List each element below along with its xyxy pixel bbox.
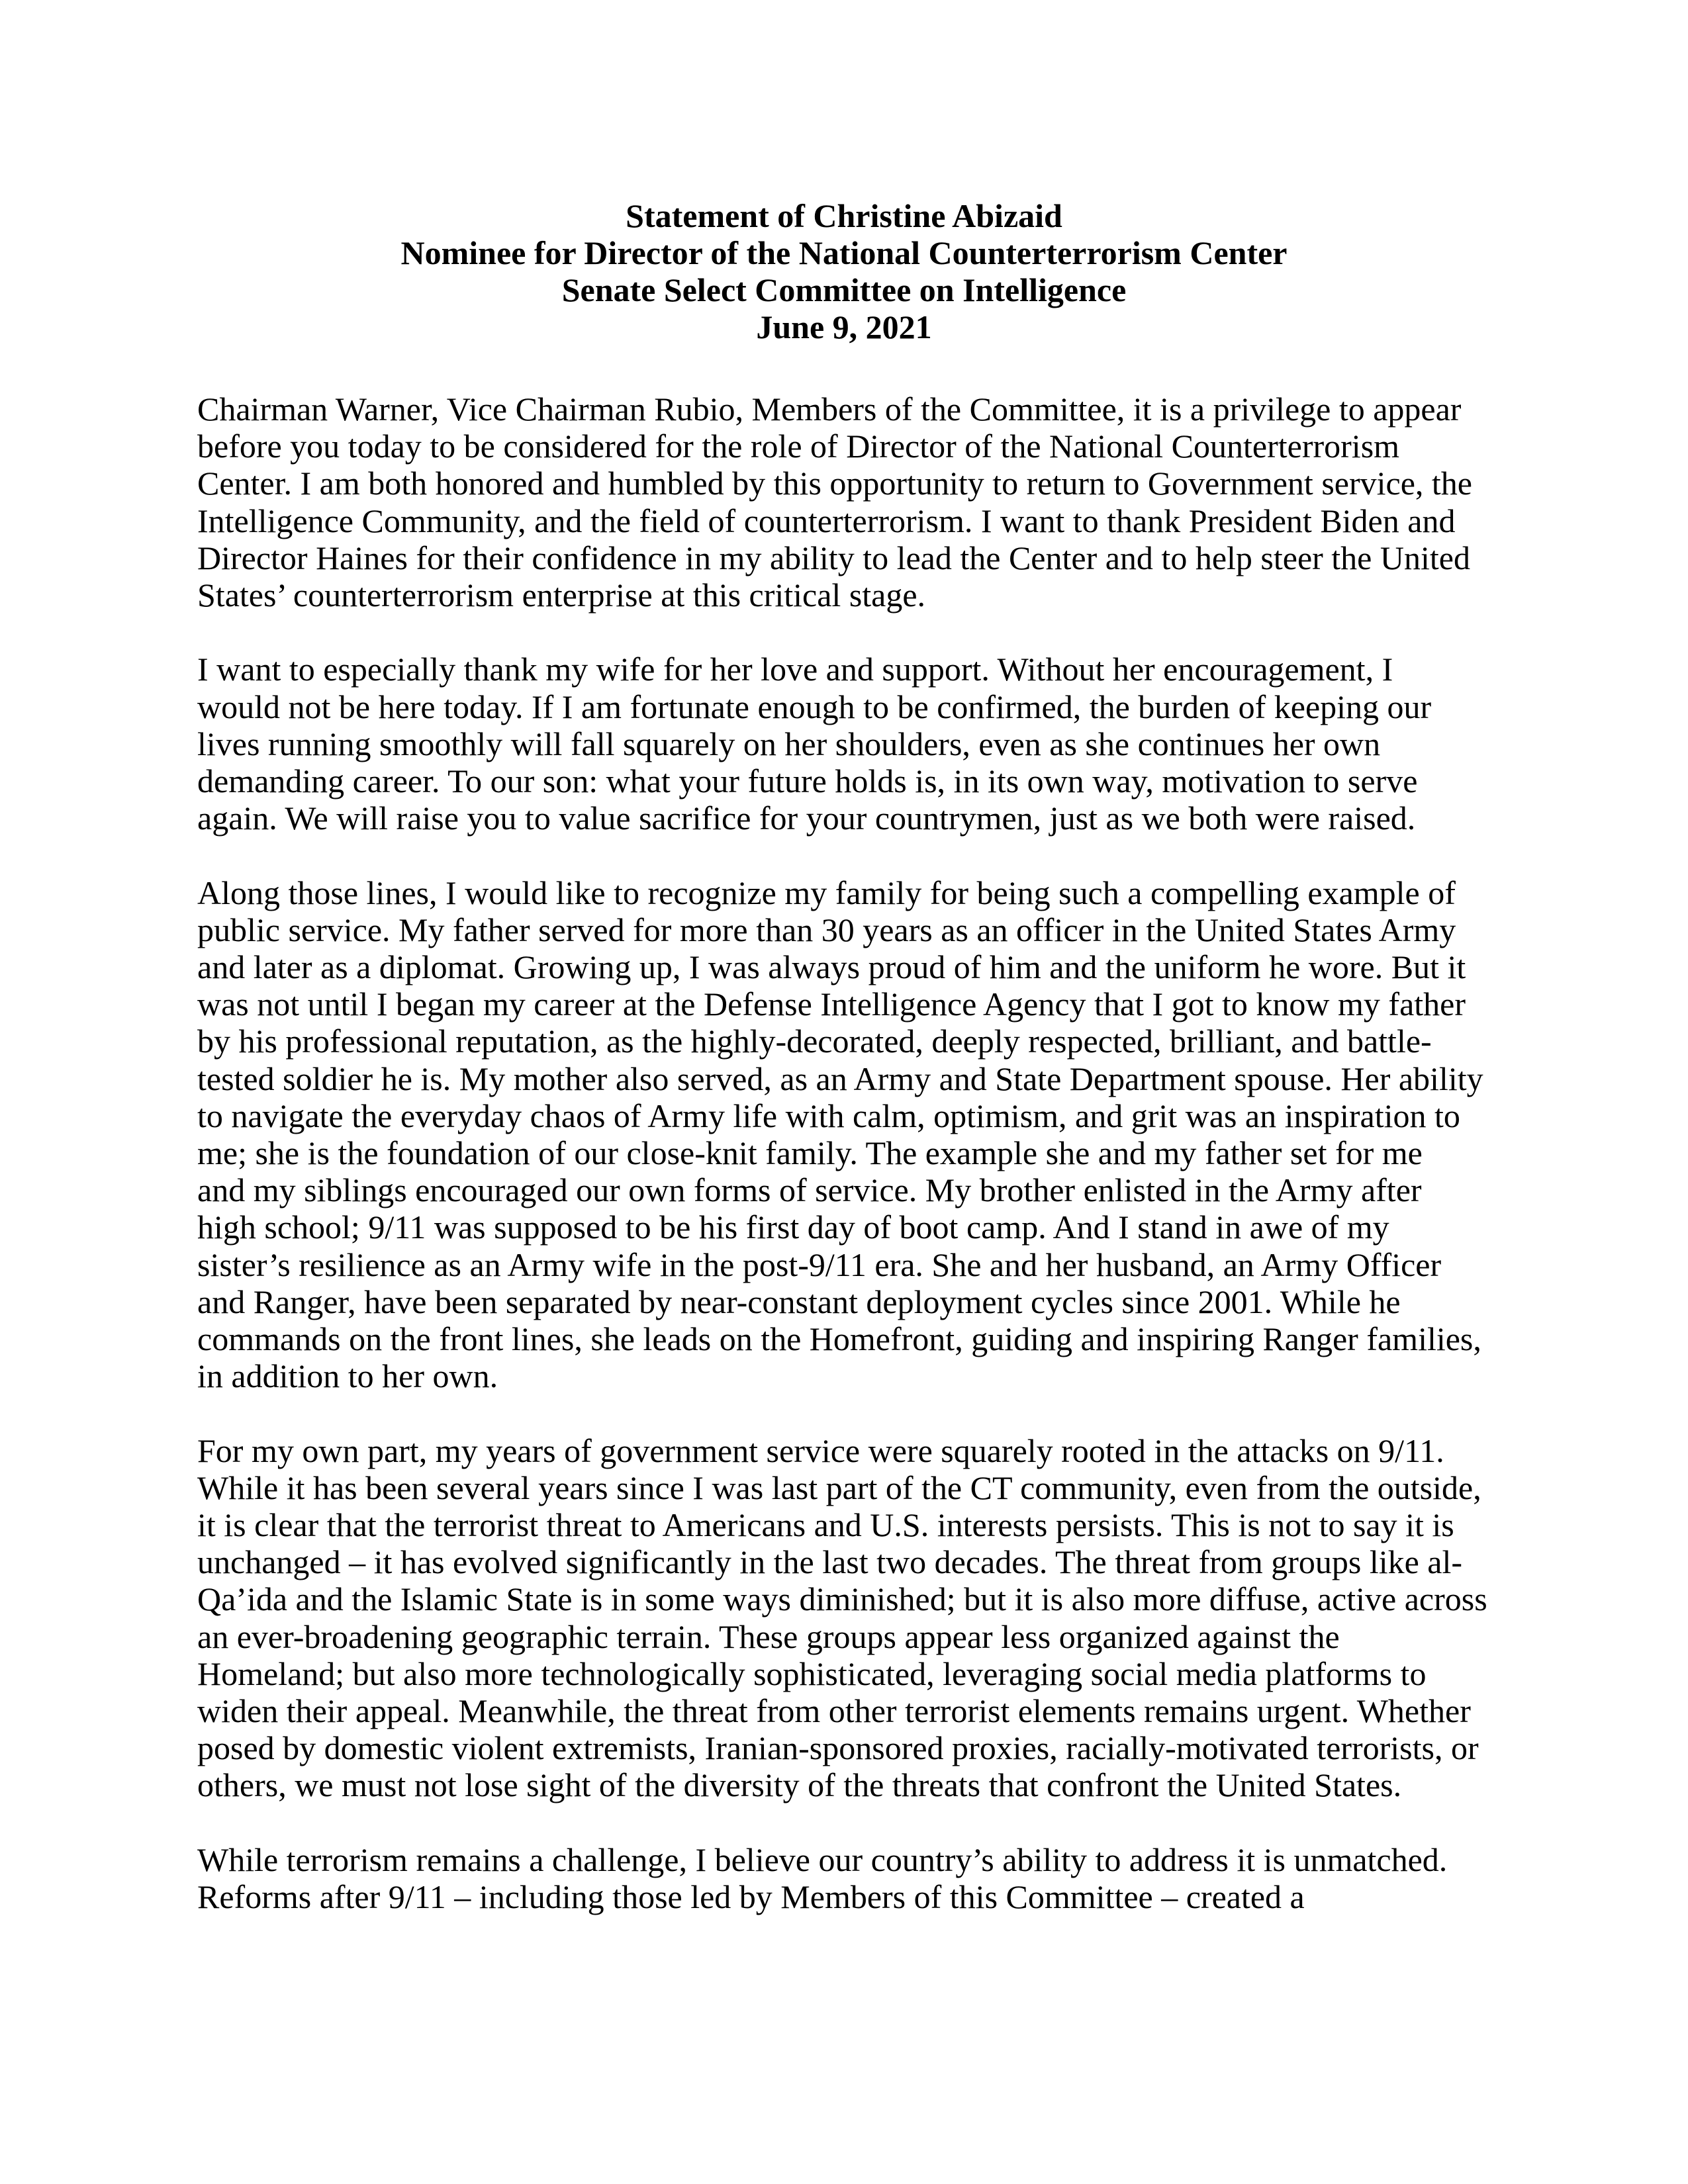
document-body (197, 390, 1521, 1952)
text-line: posed by domestic violent extremists, Iranian-sponsored proxies, racially-motivated terrorists, or (197, 1729, 1479, 1767)
text-line: While terrorism remains a challenge, I believe our country’s ability to address it is unmatched. (197, 1841, 1448, 1878)
text-line: an ever-broadening geographic terrain. These groups appear less organized against the (197, 1617, 1340, 1655)
text-line: and my siblings encouraged our own forms of service. My brother enlisted in the Army after (197, 1171, 1422, 1209)
paragraph (197, 651, 1521, 837)
text-line: it is clear that the terrorist threat to Americans and U.S. interests persists. This is not to say it is (197, 1506, 1454, 1544)
document-date: June 9, 2021 (756, 308, 932, 345)
text-line: Intelligence Community, and the field of counterterrorism. I want to thank President Biden and (197, 502, 1456, 539)
text-line: high school; 9/11 was supposed to be his first day of boot camp. And I stand in awe of my (197, 1208, 1389, 1246)
text-line: Along those lines, I would like to recognize my family for being such a compelling example of (197, 874, 1456, 911)
document-header (0, 197, 1688, 345)
text-line: Reforms after 9/11 – including those led by Members of this Committee – created a (197, 1878, 1305, 1916)
text-line: public service. My father served for more than 30 years as an officer in the United States Army (197, 911, 1456, 948)
text-line: widen their appeal. Meanwhile, the threat from other terrorist elements remains urgent. Whether (197, 1692, 1471, 1730)
text-line: was not until I began my career at the Defense Intelligence Agency that I got to know my father (197, 985, 1466, 1023)
text-line: would not be here today. If I am fortunate enough to be confirmed, the burden of keeping our (197, 688, 1432, 725)
text-line: to navigate the everyday chaos of Army life with calm, optimism, and grit was an inspiration to (197, 1097, 1460, 1134)
text-line: Homeland; but also more technologically sophisticated, leveraging social media platforms to (197, 1655, 1427, 1692)
text-line: I want to especially thank my wife for her love and support. Without her encouragement, I (197, 651, 1393, 688)
text-line: and later as a diplomat. Growing up, I was always proud of him and the uniform he wore. But it (197, 948, 1466, 986)
committee-name: Senate Select Committee on Intelligence (561, 271, 1127, 308)
text-line: others, we must not lose sight of the diversity of the threats that confront the United States. (197, 1766, 1402, 1804)
paragraph (197, 874, 1521, 1395)
text-line: again. We will raise you to value sacrifice for your countrymen, just as we both were raised. (197, 799, 1416, 837)
text-line: commands on the front lines, she leads on the Homefront, guiding and inspiring Ranger families, (197, 1320, 1481, 1358)
text-line: Qa’ida and the Islamic State is in some ways diminished; but it is also more diffuse, active across (197, 1580, 1487, 1618)
paragraph (197, 390, 1521, 614)
document-title: Statement of Christine Abizaid (626, 197, 1062, 234)
text-line: tested soldier he is. My mother also served, as an Army and State Department spouse. Her ability (197, 1060, 1483, 1097)
text-line: me; she is the foundation of our close-knit family. The example she and my father set for me (197, 1134, 1423, 1172)
text-line: For my own part, my years of government service were squarely rooted in the attacks on 9/11. (197, 1432, 1444, 1469)
text-line: before you today to be considered for the role of Director of the National Counterterrorism (197, 428, 1400, 465)
text-line: Chairman Warner, Vice Chairman Rubio, Members of the Committee, it is a privilege to appear (197, 390, 1462, 428)
text-line: unchanged – it has evolved significantly in the last two decades. The threat from groups like al- (197, 1543, 1463, 1581)
paragraph (197, 1432, 1521, 1804)
text-line: in addition to her own. (197, 1357, 498, 1395)
text-line: by his professional reputation, as the highly-decorated, deeply respected, brilliant, and battle- (197, 1023, 1432, 1060)
text-line: Center. I am both honored and humbled by this opportunity to return to Government service, the (197, 465, 1472, 502)
paragraph (197, 1841, 1521, 1915)
text-line: and Ranger, have been separated by near-constant deployment cycles since 2001. While he (197, 1283, 1401, 1320)
text-line: lives running smoothly will fall squarely on her shoulders, even as she continues her own (197, 725, 1381, 762)
text-line: Director Haines for their confidence in my ability to lead the Center and to help steer the United (197, 539, 1470, 576)
text-line: While it has been several years since I was last part of the CT community, even from the outside, (197, 1469, 1481, 1506)
text-line: States’ counterterrorism enterprise at this critical stage. (197, 576, 926, 614)
text-line: demanding career. To our son: what your future holds is, in its own way, motivation to serve (197, 762, 1418, 800)
text-line: sister’s resilience as an Army wife in the post-9/11 era. She and her husband, an Army Officer (197, 1246, 1442, 1283)
document-subtitle: Nominee for Director of the National Counterterrorism Center (400, 234, 1288, 271)
